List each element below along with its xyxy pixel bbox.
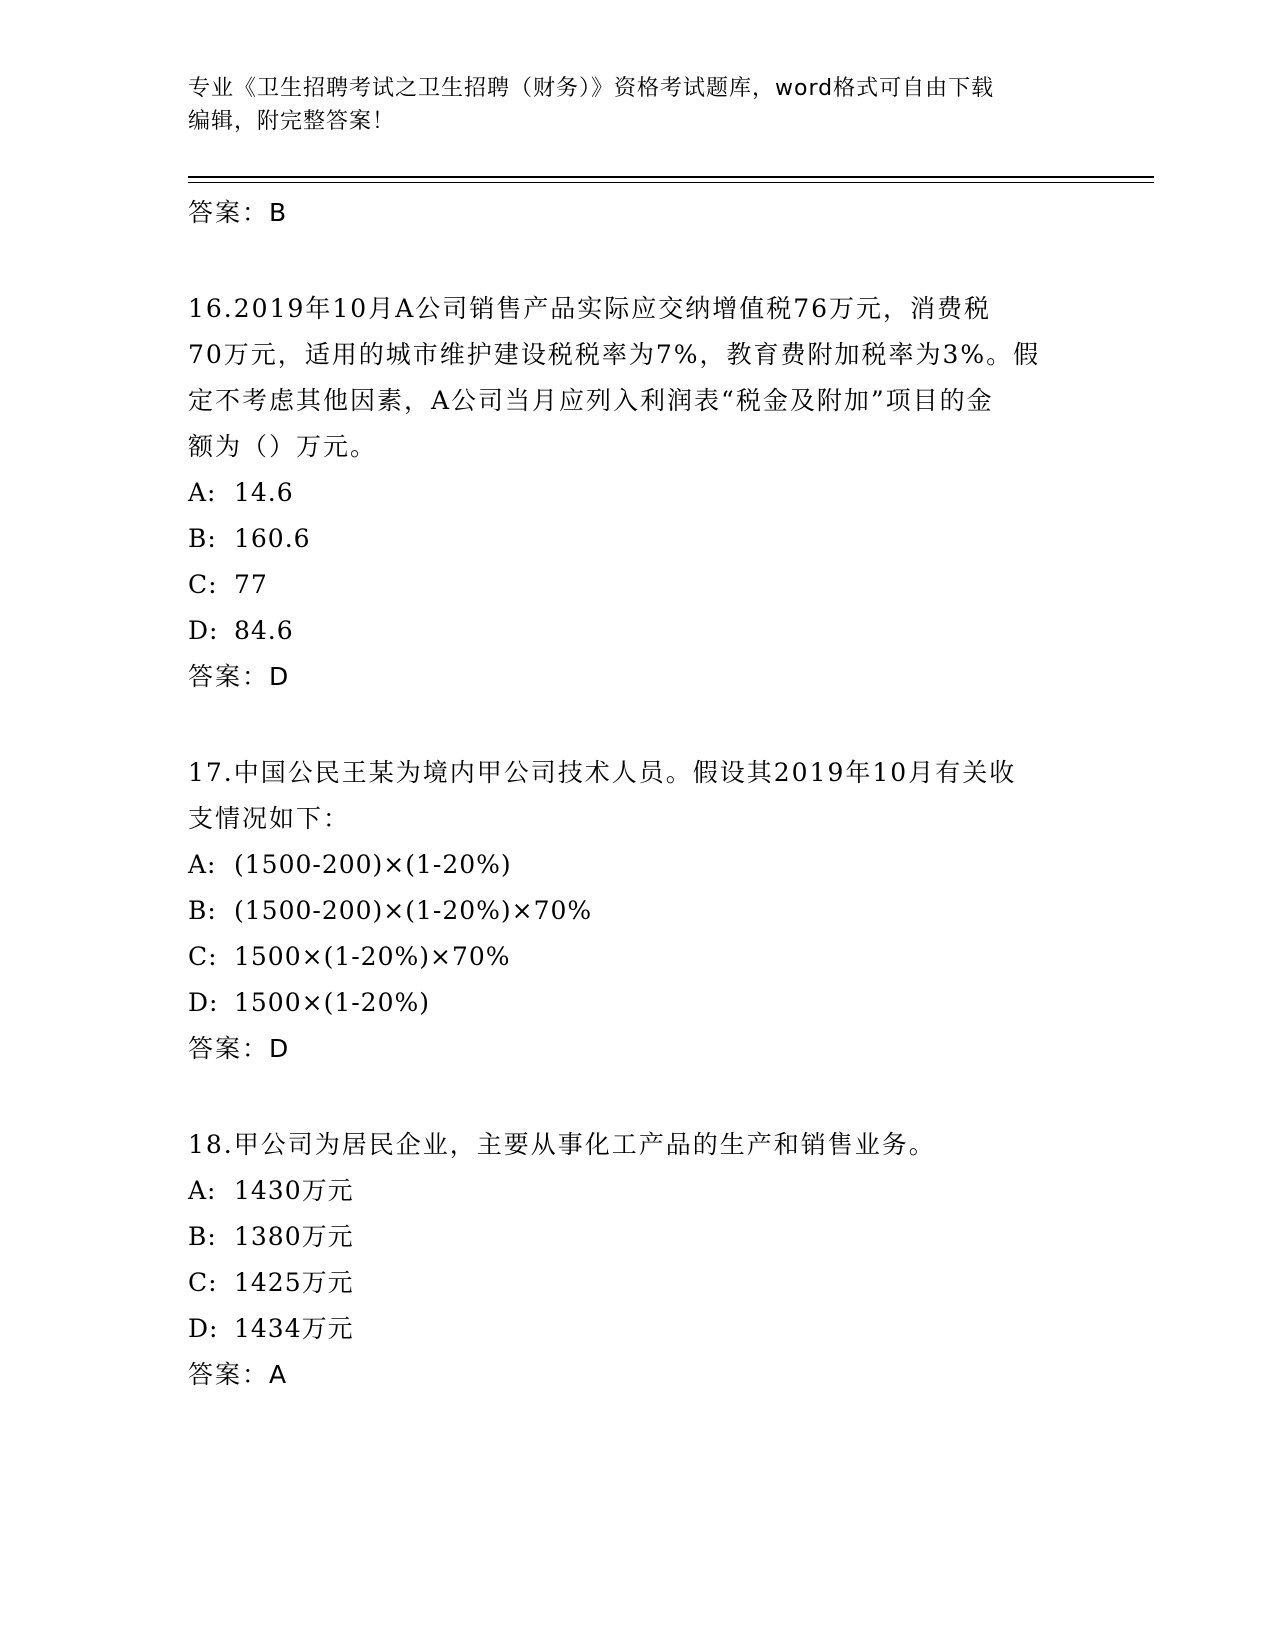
question-17 bbox=[188, 750, 1088, 1072]
previous-answer: 答案：B bbox=[188, 198, 289, 227]
question-line: 额为（）万元。 bbox=[188, 432, 378, 461]
option-letter: A: bbox=[188, 478, 217, 507]
option-text: 1500×(1-20%)×70% bbox=[234, 942, 511, 971]
header-line-1: 专业《卫生招聘考试之卫生招聘（财务）》资格考试题库，word格式可自由下载 bbox=[188, 76, 995, 101]
option-c bbox=[188, 1260, 1088, 1306]
question-line: 18.甲公司为居民企业，主要从事化工产品的生产和销售业务。 bbox=[188, 1130, 936, 1159]
option-text: 14.6 bbox=[234, 478, 294, 507]
question-text bbox=[188, 750, 1088, 842]
option-b bbox=[188, 888, 1088, 934]
option-text: 84.6 bbox=[234, 616, 294, 645]
header-line-2: 编辑，附完整答案！ bbox=[188, 109, 396, 134]
spacer bbox=[188, 1072, 1088, 1122]
option-text: 1500×(1-20%) bbox=[234, 988, 430, 1017]
question-text bbox=[188, 1122, 1088, 1168]
option-letter: C: bbox=[188, 1268, 218, 1297]
option-letter: A: bbox=[188, 1176, 217, 1205]
option-d bbox=[188, 608, 1088, 654]
option-c bbox=[188, 934, 1088, 980]
header-rule-thin bbox=[188, 182, 1154, 183]
document-header bbox=[188, 72, 1068, 138]
question-16 bbox=[188, 286, 1088, 700]
option-a bbox=[188, 842, 1088, 888]
option-letter: D: bbox=[188, 1314, 219, 1343]
question-18 bbox=[188, 1122, 1088, 1398]
option-letter: B: bbox=[188, 1222, 217, 1251]
option-text: 77 bbox=[234, 570, 268, 599]
question-line: 支情况如下： bbox=[188, 804, 351, 833]
option-a bbox=[188, 1168, 1088, 1214]
answer: 答案：D bbox=[188, 662, 291, 691]
question-list bbox=[188, 190, 1088, 1398]
option-b bbox=[188, 516, 1088, 562]
option-text: 160.6 bbox=[234, 524, 311, 553]
option-letter: D: bbox=[188, 616, 219, 645]
option-text: 1380万元 bbox=[234, 1222, 354, 1251]
question-line: 定不考虑其他因素，A公司当月应列入利润表“税金及附加”项目的金 bbox=[188, 386, 994, 415]
answer: 答案：D bbox=[188, 1034, 291, 1063]
option-text: (1500-200)×(1-20%) bbox=[234, 850, 512, 879]
answer: 答案：A bbox=[188, 1360, 289, 1389]
option-letter: C: bbox=[188, 942, 218, 971]
question-line: 17.中国公民王某为境内甲公司技术人员。假设其2019年10月有关收 bbox=[188, 758, 1017, 787]
option-c bbox=[188, 562, 1088, 608]
question-line: 16.2019年10月A公司销售产品实际应交纳增值税76万元，消费税 bbox=[188, 294, 992, 323]
option-a bbox=[188, 470, 1088, 516]
header-rule-thick bbox=[188, 176, 1154, 178]
option-letter: D: bbox=[188, 988, 219, 1017]
option-d bbox=[188, 980, 1088, 1026]
option-letter: B: bbox=[188, 896, 217, 925]
question-line: 70万元，适用的城市维护建设税税率为7%，教育费附加税率为3%。假 bbox=[188, 340, 1041, 369]
option-text: 1430万元 bbox=[234, 1176, 354, 1205]
question-text bbox=[188, 286, 1088, 470]
option-b bbox=[188, 1214, 1088, 1260]
option-text: 1425万元 bbox=[234, 1268, 354, 1297]
option-text: (1500-200)×(1-20%)×70% bbox=[234, 896, 593, 925]
option-d bbox=[188, 1306, 1088, 1352]
spacer bbox=[188, 236, 1088, 286]
option-letter: C: bbox=[188, 570, 218, 599]
option-letter: A: bbox=[188, 850, 217, 879]
option-letter: B: bbox=[188, 524, 217, 553]
option-text: 1434万元 bbox=[234, 1314, 354, 1343]
spacer bbox=[188, 700, 1088, 750]
